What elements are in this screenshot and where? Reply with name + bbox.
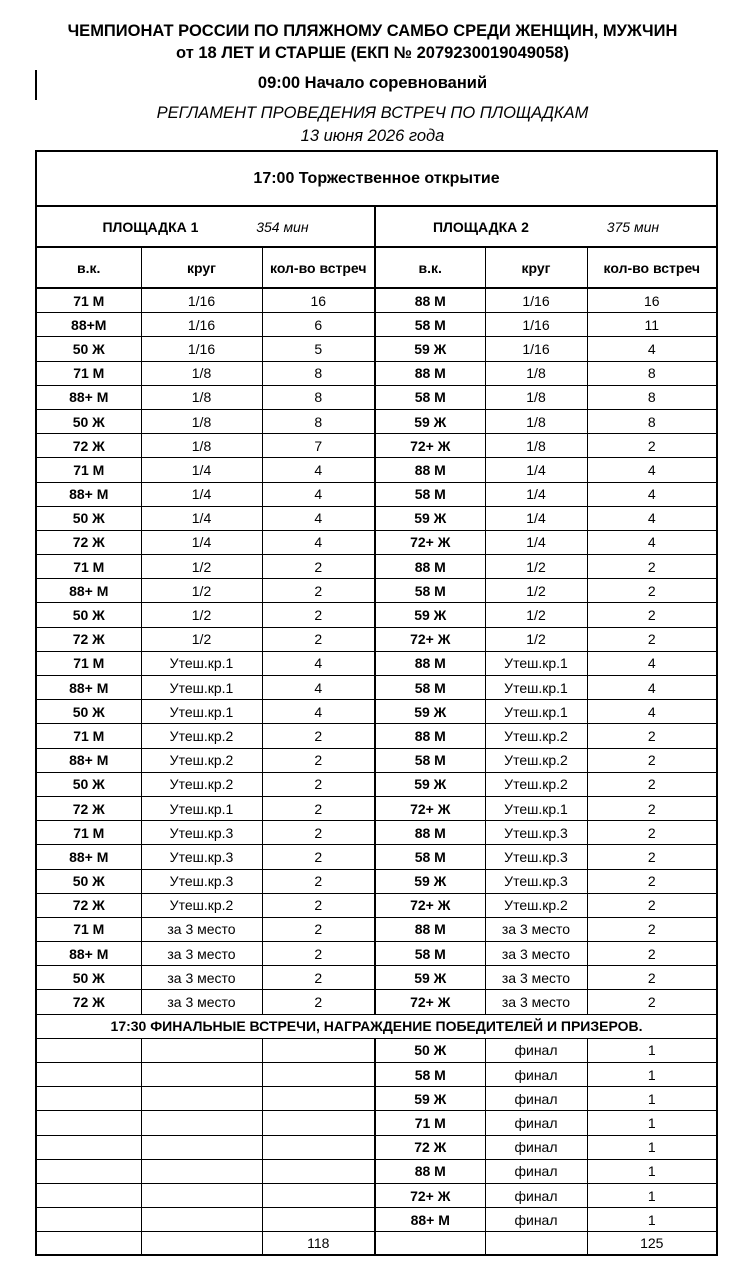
area1-round-cell: 1/2 [141,603,262,627]
area1-round-cell: Утеш.кр.1 [141,651,262,675]
area1-header [36,206,375,247]
area1-round-cell: 1/4 [141,458,262,482]
area2-weight-cell: 58 М [375,1063,485,1087]
area2-round-cell: 1/2 [485,555,587,579]
area2-round-cell: Утеш.кр.3 [485,821,587,845]
area2-bouts-cell: 4 [587,700,717,724]
area2-weight-cell: 88 М [375,288,485,313]
area1-empty-cell [262,1208,375,1232]
area1-weight-cell: 72 Ж [36,796,141,820]
area2-bouts-cell: 2 [587,724,717,748]
area1-bouts-cell: 8 [262,361,375,385]
area2-round-cell: 1/2 [485,603,587,627]
area2-weight-cell: 58 М [375,845,485,869]
area1-minutes: 354 мин [256,218,309,235]
area2-weight-cell: 88 М [375,821,485,845]
area1-weight-cell: 88+ М [36,942,141,966]
area1-empty-cell [141,1208,262,1232]
area1-weight-cell: 88+ М [36,579,141,603]
area1-weight-cell: 88+М [36,313,141,337]
area2-bouts-cell: 8 [587,385,717,409]
area1-empty-cell [262,1135,375,1159]
area1-round-cell: за 3 место [141,942,262,966]
area-header-row [36,206,717,247]
table-row [36,748,717,772]
area1-empty-cell [36,1038,141,1062]
area2-bouts-cell: 2 [587,990,717,1014]
area2-bouts-cell: 1 [587,1087,717,1111]
area2-weight-cell: 59 Ж [375,1087,485,1111]
area2-round-cell: Утеш.кр.2 [485,748,587,772]
area2-round-cell: финал [485,1038,587,1062]
area1-round-cell: 1/8 [141,434,262,458]
area1-round-cell: Утеш.кр.2 [141,772,262,796]
area2-round-cell: 1/8 [485,409,587,433]
final-row [36,1111,717,1135]
area1-col-round: круг [141,247,262,288]
area2-bouts-cell: 4 [587,482,717,506]
final-row [36,1183,717,1207]
area1-empty-cell [141,1087,262,1111]
area2-bouts-cell: 8 [587,361,717,385]
area2-bouts-cell: 1 [587,1063,717,1087]
area1-weight-cell: 71 М [36,288,141,313]
area2-bouts-cell: 1 [587,1183,717,1207]
area1-empty-cell [36,1159,141,1183]
area1-weight-cell: 71 М [36,555,141,579]
area2-header [375,206,717,247]
area2-round-cell: Утеш.кр.2 [485,893,587,917]
area2-minutes: 375 мин [606,218,660,235]
area2-weight-cell: 72+ Ж [375,530,485,554]
area2-round-cell: финал [485,1159,587,1183]
area1-bouts-cell: 4 [262,506,375,530]
area1-round-cell: 1/16 [141,337,262,361]
area2-weight-cell: 72 Ж [375,1135,485,1159]
area2-bouts-cell: 4 [587,530,717,554]
total-empty-cell [36,1232,141,1256]
area2-round-cell: 1/4 [485,458,587,482]
table-row [36,772,717,796]
area2-weight-cell: 58 М [375,676,485,700]
area2-weight-cell: 72+ Ж [375,990,485,1014]
area2-bouts-cell: 8 [587,409,717,433]
area1-bouts-cell: 2 [262,917,375,941]
area2-name: ПЛОЩАДКА 2 [432,218,529,235]
area1-weight-cell: 71 М [36,821,141,845]
area1-empty-cell [262,1038,375,1062]
area2-bouts-cell: 2 [587,748,717,772]
area1-bouts-cell: 2 [262,796,375,820]
area1-name: ПЛОЩАДКА 1 [102,218,199,235]
area1-empty-cell [262,1159,375,1183]
schedule-date: 13 июня 2026 года [300,127,445,145]
area2-weight-cell: 59 Ж [375,869,485,893]
area2-weight-cell: 59 Ж [375,409,485,433]
area1-weight-cell: 88+ М [36,748,141,772]
document-title-line2: от 18 ЛЕТ И СТАРШЕ (ЕКП № 2079230019049058) [176,44,569,62]
area2-round-cell: за 3 место [485,917,587,941]
table-row [36,627,717,651]
area1-total: 118 [262,1232,375,1256]
area2-weight-cell: 72+ Ж [375,893,485,917]
area2-round-cell: 1/2 [485,579,587,603]
finals-note: 17:30 ФИНАЛЬНЫЕ ВСТРЕЧИ, НАГРАЖДЕНИЕ ПОБЕДИТЕЛЕЙ И ПРИЗЕРОВ. [36,1014,717,1038]
area2-round-cell: 1/2 [485,627,587,651]
area1-bouts-cell: 16 [262,288,375,313]
area2-round-cell: финал [485,1111,587,1135]
table-row [36,579,717,603]
area1-weight-cell: 71 М [36,917,141,941]
table-row [36,555,717,579]
area2-col-bouts: кол-во встреч [587,247,717,288]
area1-bouts-cell: 5 [262,337,375,361]
table-row [36,337,717,361]
area1-bouts-cell: 2 [262,627,375,651]
area1-empty-cell [141,1135,262,1159]
area2-weight-cell: 59 Ж [375,337,485,361]
final-row [36,1159,717,1183]
area1-bouts-cell: 4 [262,700,375,724]
area1-col-weight: в.к. [36,247,141,288]
area2-round-cell: финал [485,1135,587,1159]
table-row [36,313,717,337]
area1-bouts-cell: 4 [262,482,375,506]
area2-total: 125 [587,1232,717,1256]
area1-weight-cell: 50 Ж [36,409,141,433]
area2-bouts-cell: 2 [587,942,717,966]
area1-empty-cell [262,1087,375,1111]
area2-round-cell: 1/4 [485,530,587,554]
area1-bouts-cell: 2 [262,869,375,893]
table-row [36,385,717,409]
area2-col-round: круг [485,247,587,288]
area1-bouts-cell: 8 [262,385,375,409]
area2-bouts-cell: 2 [587,917,717,941]
area1-weight-cell: 72 Ж [36,990,141,1014]
area1-round-cell: 1/2 [141,627,262,651]
area2-round-cell: финал [485,1183,587,1207]
area2-bouts-cell: 2 [587,966,717,990]
table-row [36,942,717,966]
document-title-line1: ЧЕМПИОНАТ РОССИИ ПО ПЛЯЖНОМУ САМБО СРЕДИ ЖЕНЩИН, МУЖЧИН [67,22,678,40]
area2-round-cell: 1/16 [485,313,587,337]
area2-bouts-cell: 1 [587,1038,717,1062]
area1-bouts-cell: 8 [262,409,375,433]
area1-weight-cell: 88+ М [36,482,141,506]
area1-weight-cell: 72 Ж [36,434,141,458]
area2-round-cell: 1/4 [485,482,587,506]
area2-round-cell: финал [485,1063,587,1087]
area1-weight-cell: 71 М [36,458,141,482]
table-row [36,917,717,941]
area1-round-cell: 1/4 [141,506,262,530]
area2-bouts-cell: 1 [587,1159,717,1183]
area2-round-cell: Утеш.кр.3 [485,845,587,869]
area1-weight-cell: 50 Ж [36,700,141,724]
area1-round-cell: 1/16 [141,288,262,313]
area1-round-cell: Утеш.кр.3 [141,869,262,893]
area1-weight-cell: 88+ М [36,385,141,409]
area2-round-cell: Утеш.кр.1 [485,651,587,675]
area2-round-cell: Утеш.кр.1 [485,676,587,700]
area2-weight-cell: 71 М [375,1111,485,1135]
area2-round-cell: 1/8 [485,434,587,458]
area1-weight-cell: 88+ М [36,676,141,700]
area2-weight-cell: 88 М [375,555,485,579]
final-row [36,1135,717,1159]
area2-bouts-cell: 2 [587,579,717,603]
column-header-row [36,247,717,288]
schedule-table [35,150,718,1256]
area1-bouts-cell: 2 [262,555,375,579]
area1-round-cell: 1/4 [141,530,262,554]
area2-bouts-cell: 4 [587,676,717,700]
area1-weight-cell: 71 М [36,724,141,748]
area1-round-cell: 1/4 [141,482,262,506]
area1-weight-cell: 88+ М [36,845,141,869]
area2-weight-cell: 88+ М [375,1208,485,1232]
area2-col-weight: в.к. [375,247,485,288]
area2-bouts-cell: 1 [587,1208,717,1232]
area1-bouts-cell: 4 [262,530,375,554]
area1-round-cell: 1/2 [141,555,262,579]
area2-bouts-cell: 2 [587,555,717,579]
area2-round-cell: финал [485,1087,587,1111]
area1-round-cell: Утеш.кр.3 [141,821,262,845]
area2-weight-cell: 88 М [375,917,485,941]
area1-empty-cell [262,1111,375,1135]
area2-round-cell: Утеш.кр.1 [485,796,587,820]
area1-weight-cell: 50 Ж [36,869,141,893]
area2-weight-cell: 72+ Ж [375,627,485,651]
table-row [36,869,717,893]
area1-bouts-cell: 2 [262,845,375,869]
area1-bouts-cell: 6 [262,313,375,337]
area1-round-cell: Утеш.кр.1 [141,700,262,724]
area2-round-cell: за 3 место [485,942,587,966]
area2-weight-cell: 59 Ж [375,772,485,796]
start-time: 09:00 Начало соревнований [257,74,488,92]
final-row [36,1208,717,1232]
area1-bouts-cell: 2 [262,966,375,990]
area1-weight-cell: 50 Ж [36,337,141,361]
area2-bouts-cell: 2 [587,845,717,869]
area1-empty-cell [36,1135,141,1159]
area2-weight-cell: 88 М [375,361,485,385]
area2-round-cell: 1/16 [485,288,587,313]
area2-weight-cell: 59 Ж [375,700,485,724]
area1-col-bouts: кол-во встреч [262,247,375,288]
area2-bouts-cell: 16 [587,288,717,313]
schedule-title: РЕГЛАМЕНТ ПРОВЕДЕНИЯ ВСТРЕЧ ПО ПЛОЩАДКАМ [156,104,589,122]
area1-empty-cell [141,1183,262,1207]
final-row [36,1038,717,1062]
area2-bouts-cell: 4 [587,337,717,361]
area1-round-cell: за 3 место [141,917,262,941]
area1-weight-cell: 72 Ж [36,530,141,554]
area2-weight-cell: 72+ Ж [375,1183,485,1207]
area1-round-cell: Утеш.кр.2 [141,724,262,748]
table-row [36,796,717,820]
area1-weight-cell: 50 Ж [36,506,141,530]
totals-row [36,1232,717,1256]
area2-round-cell: Утеш.кр.2 [485,772,587,796]
area1-round-cell: Утеш.кр.1 [141,676,262,700]
area2-bouts-cell: 4 [587,651,717,675]
total-empty-cell [375,1232,485,1256]
area1-bouts-cell: 2 [262,893,375,917]
area1-round-cell: 1/8 [141,361,262,385]
area1-empty-cell [36,1063,141,1087]
area2-bouts-cell: 2 [587,434,717,458]
area1-empty-cell [36,1208,141,1232]
area1-bouts-cell: 2 [262,748,375,772]
area1-empty-cell [141,1063,262,1087]
area1-empty-cell [36,1087,141,1111]
opening-row [36,151,717,206]
table-row [36,361,717,385]
area2-bouts-cell: 11 [587,313,717,337]
finals-note-row [36,1014,717,1038]
area1-round-cell: Утеш.кр.3 [141,845,262,869]
area1-round-cell: 1/16 [141,313,262,337]
table-row [36,845,717,869]
area2-weight-cell: 59 Ж [375,603,485,627]
area2-weight-cell: 58 М [375,579,485,603]
table-row [36,409,717,433]
area1-bouts-cell: 2 [262,603,375,627]
area2-weight-cell: 88 М [375,1159,485,1183]
area2-bouts-cell: 4 [587,458,717,482]
area1-weight-cell: 72 Ж [36,893,141,917]
area2-weight-cell: 58 М [375,482,485,506]
area2-bouts-cell: 1 [587,1135,717,1159]
area1-round-cell: Утеш.кр.1 [141,796,262,820]
area2-round-cell: Утеш.кр.1 [485,700,587,724]
area1-bouts-cell: 2 [262,772,375,796]
area1-round-cell: Утеш.кр.2 [141,893,262,917]
table-row [36,821,717,845]
area1-round-cell: 1/8 [141,409,262,433]
opening-ceremony: 17:00 Торжественное открытие [36,151,717,206]
area2-bouts-cell: 2 [587,893,717,917]
area1-round-cell: за 3 место [141,990,262,1014]
table-row [36,434,717,458]
table-row [36,651,717,675]
area1-weight-cell: 50 Ж [36,603,141,627]
area1-round-cell: 1/8 [141,385,262,409]
area2-weight-cell: 59 Ж [375,506,485,530]
area2-round-cell: Утеш.кр.2 [485,724,587,748]
area2-weight-cell: 58 М [375,748,485,772]
area1-empty-cell [262,1183,375,1207]
area1-empty-cell [36,1183,141,1207]
area1-weight-cell: 71 М [36,361,141,385]
area1-bouts-cell: 2 [262,579,375,603]
area2-weight-cell: 58 М [375,942,485,966]
table-row [36,990,717,1014]
total-empty-cell [485,1232,587,1256]
area1-empty-cell [36,1111,141,1135]
area2-round-cell: за 3 место [485,966,587,990]
area1-empty-cell [141,1038,262,1062]
area2-weight-cell: 88 М [375,651,485,675]
area1-round-cell: за 3 место [141,966,262,990]
area1-weight-cell: 50 Ж [36,772,141,796]
area2-round-cell: 1/4 [485,506,587,530]
area2-weight-cell: 88 М [375,724,485,748]
area1-bouts-cell: 2 [262,724,375,748]
area1-weight-cell: 72 Ж [36,627,141,651]
table-row [36,506,717,530]
area2-round-cell: 1/8 [485,385,587,409]
area2-round-cell: за 3 место [485,990,587,1014]
final-row [36,1063,717,1087]
area2-bouts-cell: 1 [587,1111,717,1135]
table-row [36,288,717,313]
area2-bouts-cell: 2 [587,772,717,796]
table-row [36,530,717,554]
area2-weight-cell: 59 Ж [375,966,485,990]
area1-bouts-cell: 4 [262,458,375,482]
table-row [36,724,717,748]
table-row [36,458,717,482]
area2-weight-cell: 72+ Ж [375,796,485,820]
area2-weight-cell: 58 М [375,385,485,409]
table-row [36,700,717,724]
area2-weight-cell: 72+ Ж [375,434,485,458]
area2-bouts-cell: 2 [587,796,717,820]
area2-weight-cell: 88 М [375,458,485,482]
area2-round-cell: финал [485,1208,587,1232]
table-row [36,676,717,700]
area2-bouts-cell: 2 [587,869,717,893]
area2-round-cell: 1/8 [485,361,587,385]
area1-bouts-cell: 7 [262,434,375,458]
table-row [36,603,717,627]
area1-bouts-cell: 2 [262,990,375,1014]
table-row [36,482,717,506]
area1-round-cell: Утеш.кр.2 [141,748,262,772]
area1-weight-cell: 71 М [36,651,141,675]
area1-empty-cell [141,1111,262,1135]
area2-weight-cell: 58 М [375,313,485,337]
area1-bouts-cell: 2 [262,821,375,845]
area1-bouts-cell: 2 [262,942,375,966]
table-row [36,893,717,917]
area2-bouts-cell: 2 [587,603,717,627]
area2-round-cell: 1/16 [485,337,587,361]
area1-bouts-cell: 4 [262,651,375,675]
table-row [36,966,717,990]
area1-weight-cell: 50 Ж [36,966,141,990]
final-row [36,1087,717,1111]
area1-round-cell: 1/2 [141,579,262,603]
total-empty-cell [141,1232,262,1256]
area2-bouts-cell: 2 [587,821,717,845]
area2-weight-cell: 50 Ж [375,1038,485,1062]
area1-empty-cell [262,1063,375,1087]
area1-bouts-cell: 4 [262,676,375,700]
area2-round-cell: Утеш.кр.3 [485,869,587,893]
area1-empty-cell [141,1159,262,1183]
area2-bouts-cell: 2 [587,627,717,651]
area2-bouts-cell: 4 [587,506,717,530]
